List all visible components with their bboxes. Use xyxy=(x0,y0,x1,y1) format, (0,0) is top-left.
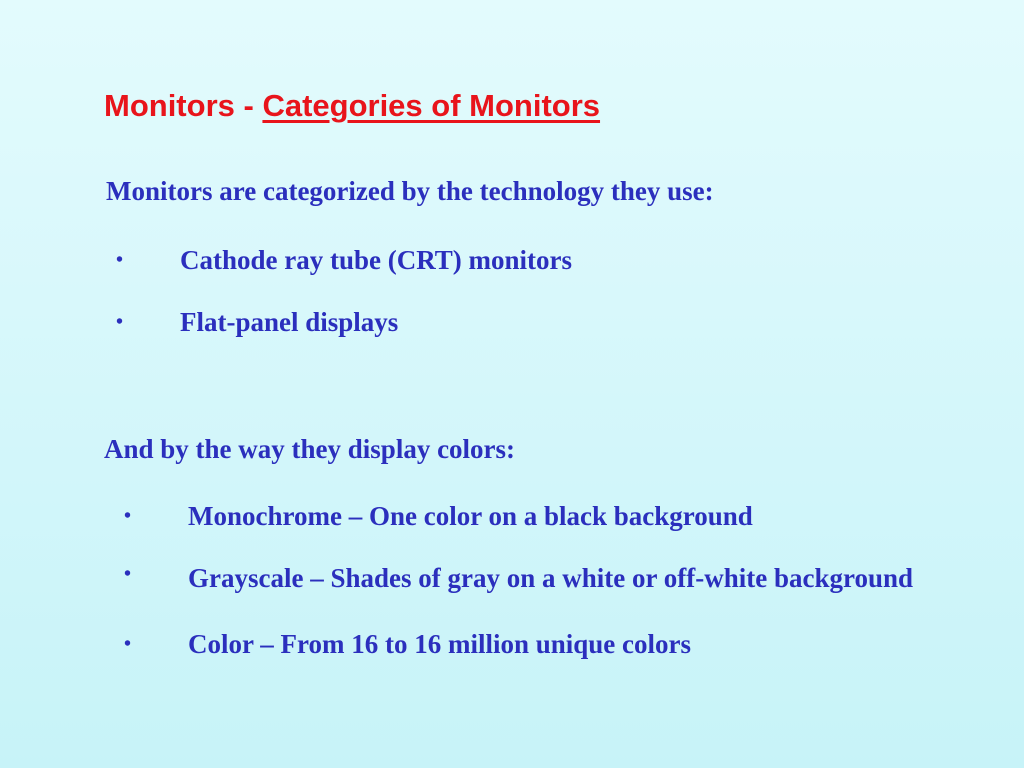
intro-technology: Monitors are categorized by the technology they use: xyxy=(106,176,714,206)
intro-colors: And by the way they display colors: xyxy=(104,434,516,464)
color-list xyxy=(124,501,924,691)
technology-list xyxy=(116,245,572,369)
list-item-text: Monochrome – One color on a black background xyxy=(188,501,753,531)
list-item-text: Grayscale – Shades of gray on a white or off-white background xyxy=(188,563,914,593)
list-item-text: Flat-panel displays xyxy=(180,307,399,337)
bullet-icon: • xyxy=(124,505,132,527)
bullet-icon: • xyxy=(124,563,132,585)
list-item-text: Cathode ray tube (CRT) monitors xyxy=(180,245,573,275)
list-item xyxy=(124,501,924,532)
title-subtitle: Categories of Monitors xyxy=(262,88,601,123)
bullet-icon: • xyxy=(116,249,124,271)
list-item xyxy=(124,559,924,598)
slide-title xyxy=(104,88,600,124)
list-item-text: Color – From 16 to 16 million unique colors xyxy=(188,629,692,659)
bullet-icon: • xyxy=(116,311,124,333)
list-item xyxy=(116,245,572,276)
list-item xyxy=(124,629,924,660)
bullet-icon: • xyxy=(124,633,132,655)
title-main: Monitors - xyxy=(104,88,254,123)
list-item xyxy=(116,307,572,338)
